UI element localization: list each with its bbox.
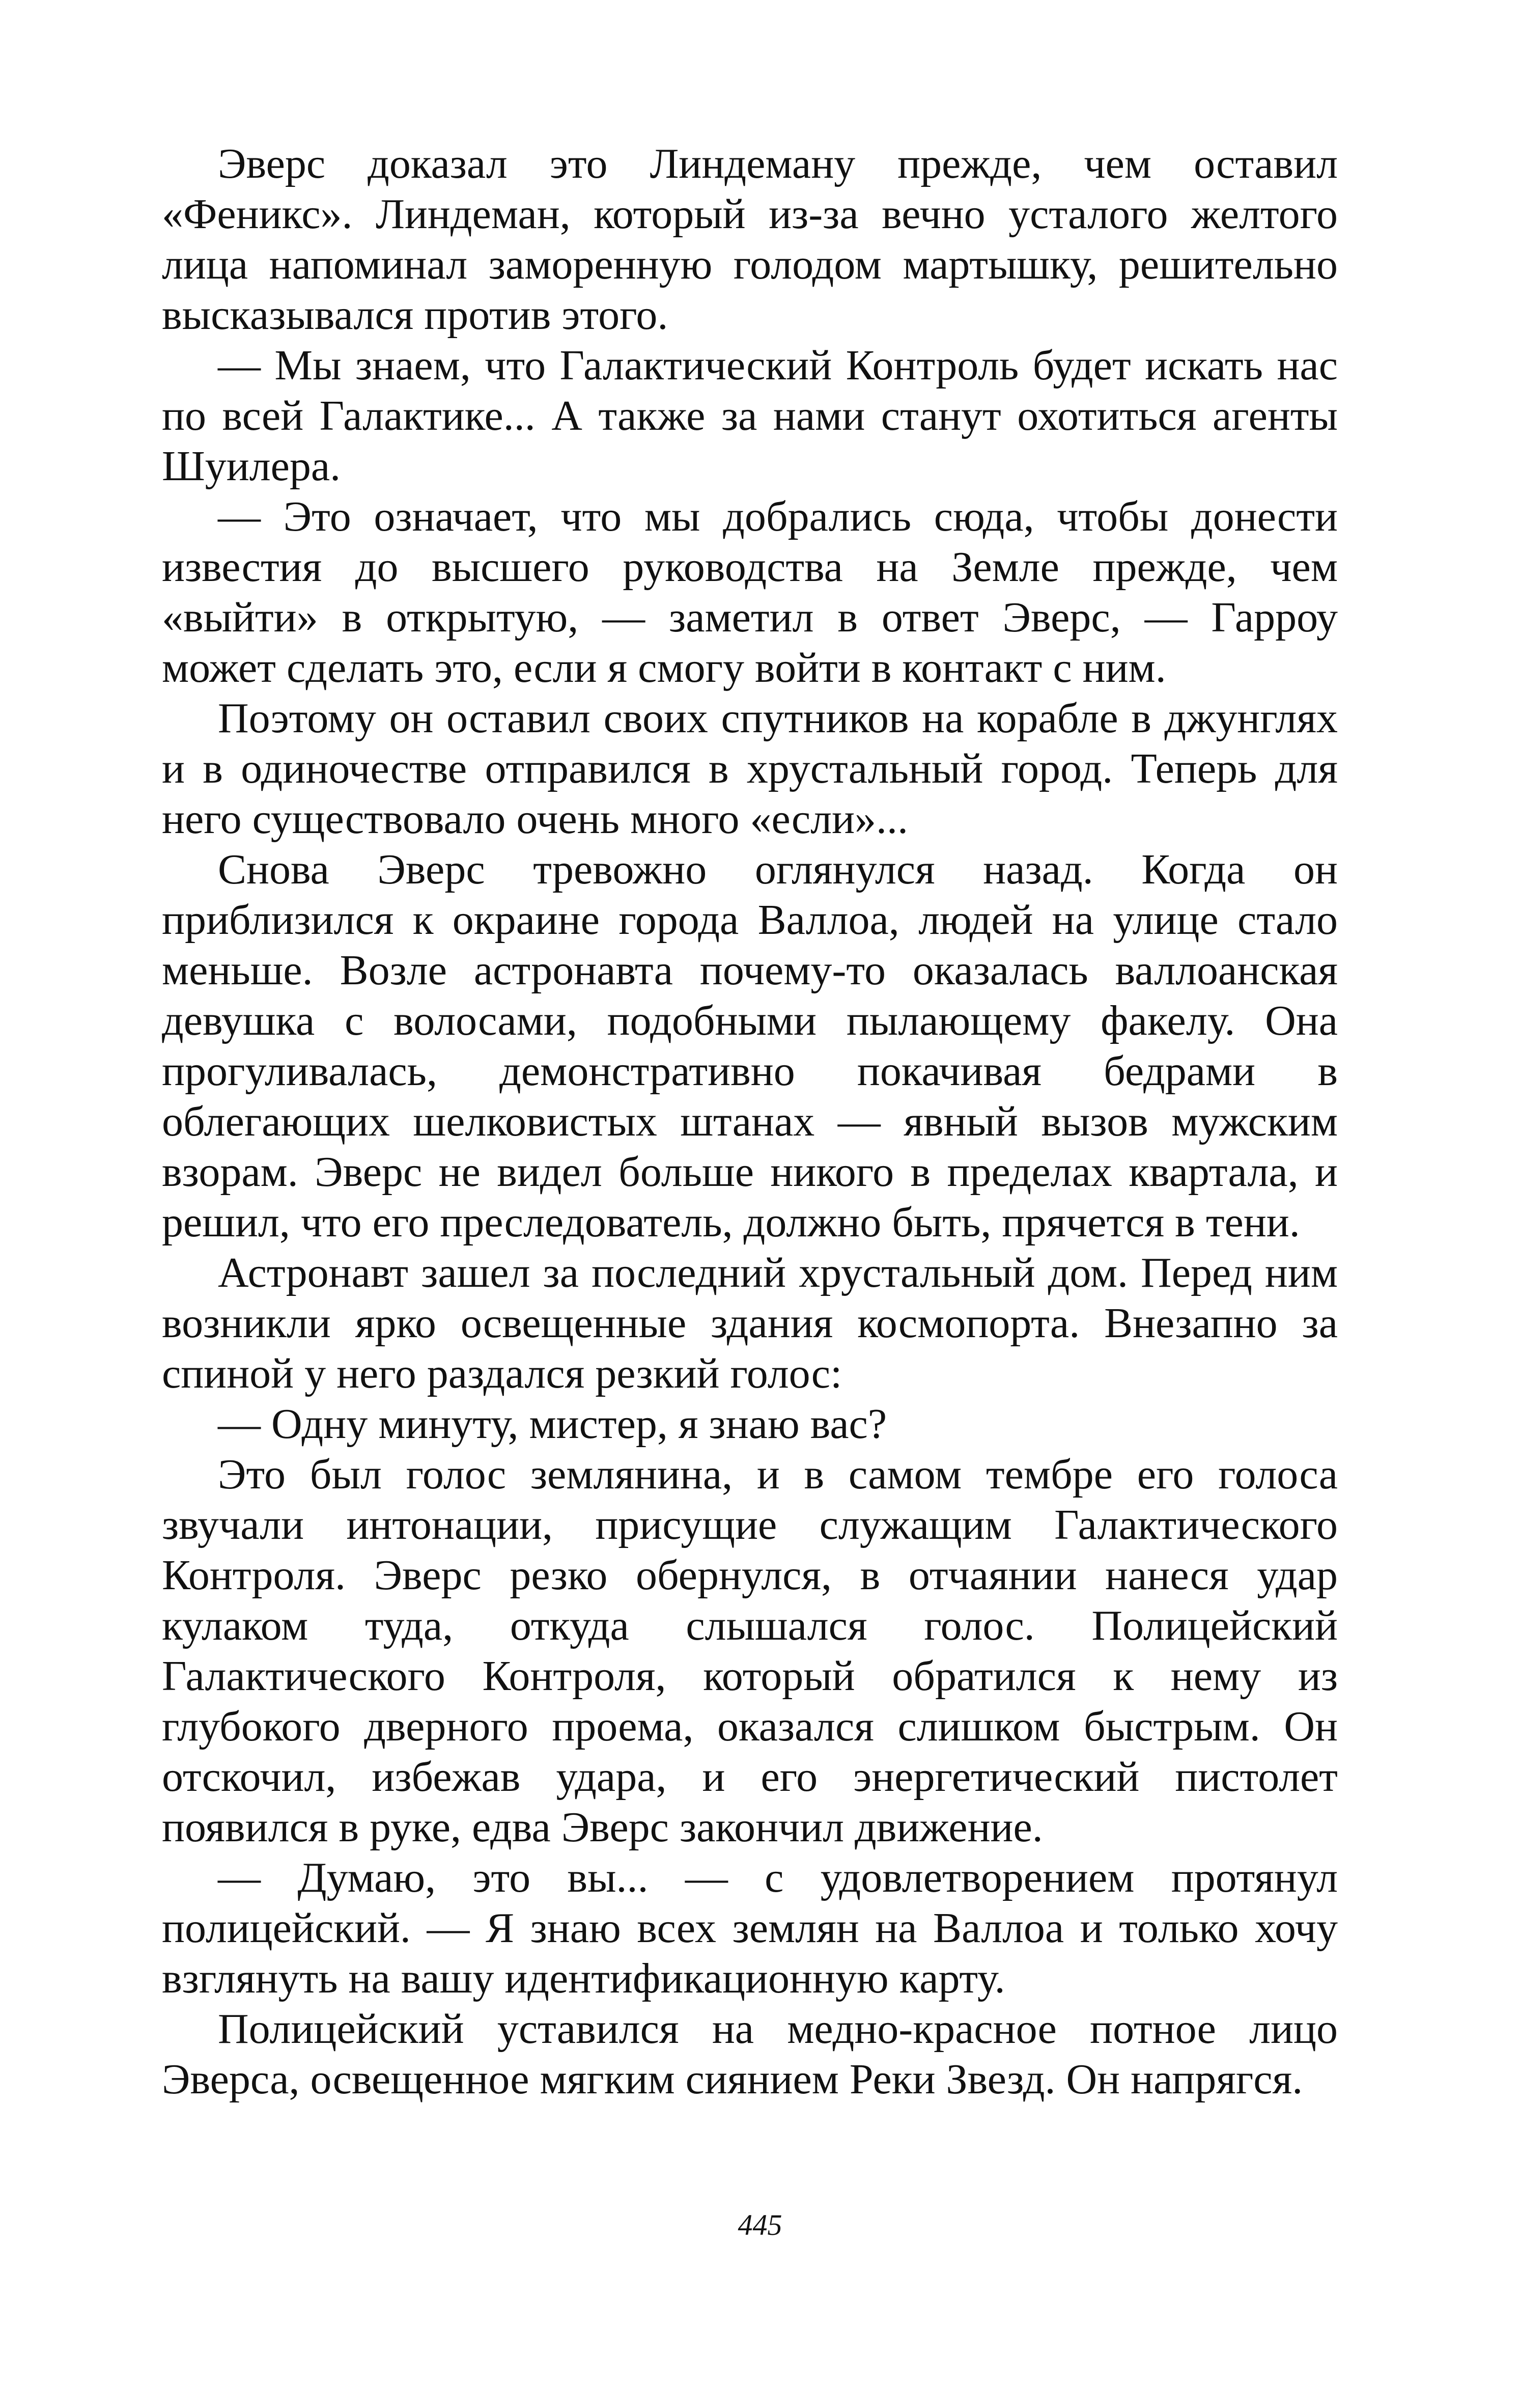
- paragraph: Поэтому он оставил своих спутников на корабле в джунглях и в одиночестве отправился в хрустальный город. Теперь для него существовало очень много «если»...: [162, 695, 1338, 843]
- paragraph: — Одну минуту, мистер, я знаю вас?: [218, 1400, 887, 1448]
- paragraph: Полицейский уставился на медно-красное потное лицо Эверса, освещенное мягким сиянием Реки Звезд. Он напрягся.: [162, 2005, 1338, 2103]
- paragraph: Это был голос землянина, и в самом тембре его голоса звучали интонации, присущие служащим Галактического Контроля. Эверс резко обернулся, в отчаянии нанеся удар кулаком туда, откуда слышался голос. Полицейский Галактического Контроля, который обратился к нему из глубокого дверного проема, оказался слишком быстрым. Он отскочил, избежав удара, и его энергетический пистолет появился в руке, едва Эверс закончил движение.: [162, 1451, 1338, 1851]
- paragraph: Снова Эверс тревожно оглянулся назад. Когда он приблизился к окраине города Валлоа, людей на улице стало меньше. Возле астронавта почему-то оказалась валлоанская девушка с волосами, подобными пылающему факелу. Она прогуливалась, демонстративно покачивая бедрами в облегающих шелковистых штанах — явный вызов мужским взорам. Эверс не видел больше никого в пределах квартала, и решил, что его преследователь, должно быть, прячется в тени.: [162, 846, 1338, 1246]
- paragraph: — Думаю, это вы... — с удовлетворением протянул полицейский. — Я знаю всех землян на Валлоа и только хочу взглянуть на вашу идентификационную карту.: [162, 1854, 1338, 2002]
- page-text: [162, 139, 1338, 2105]
- page-number: 445: [738, 2208, 782, 2241]
- paragraph: Астронавт зашел за последний хрустальный дом. Перед ним возникли ярко освещенные здания космопорта. Внезапно за спиной у него раздался резкий голос:: [162, 1249, 1338, 1397]
- paragraph: — Мы знаем, что Галактический Контроль будет искать нас по всей Галактике... А также за нами станут охотиться агенты Шуилера.: [162, 342, 1338, 490]
- paragraph: — Это означает, что мы добрались сюда, чтобы донести известия до высшего руководства на Земле прежде, чем «выйти» в открытую, — заметил в ответ Эверс, — Гарроу может сделать это, если я смогу войти в контакт с ним.: [162, 493, 1338, 691]
- paragraph: Эверс доказал это Линдеману прежде, чем оставил «Феникс». Линдеман, который из-за вечно усталого желтого лица напоминал заморенную голодом мартышку, решительно высказывался против этого.: [162, 140, 1338, 339]
